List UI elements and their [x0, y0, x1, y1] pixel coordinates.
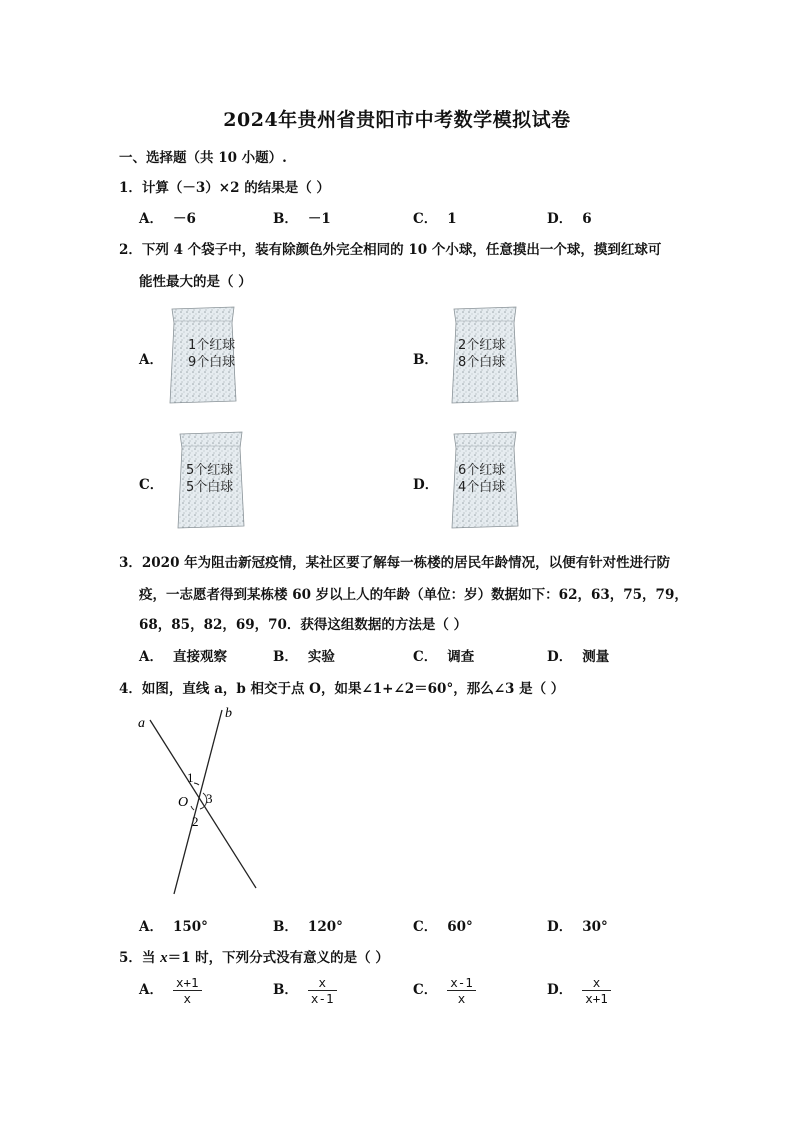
- angle-2-arc: [191, 806, 194, 810]
- q3-option-a[interactable]: A． 直接观察: [139, 649, 227, 665]
- label-angle-2: 2: [192, 814, 199, 829]
- section-heading: 一、选择题（共 10 小题）.: [119, 150, 287, 166]
- question-1-stem: 1．计算（－3）×2 的结果是（ ）: [119, 180, 330, 196]
- question-5-stem: 5．当 x＝1 时，下列分式没有意义的是（ ）: [119, 950, 389, 966]
- question-3-line2: 疫，一志愿者得到某栋楼 60 岁以上人的年龄（单位：岁）数据如下：62，63，75，79，: [139, 587, 688, 603]
- q4-option-d[interactable]: D． 30°: [547, 919, 608, 935]
- q4-option-a[interactable]: A． 150°: [139, 919, 208, 935]
- q5-option-a[interactable]: A． $\frac{x+1}{x}$: [139, 975, 202, 1006]
- question-3-line3: 68，85，82，69，70．获得这组数据的方法是（ ）: [139, 617, 468, 633]
- question-4-stem: 4．如图，直线 a，b 相交于点 O，如果∠1+∠2＝60°，那么∠3 是（ ）: [119, 681, 565, 697]
- q3-option-c[interactable]: C． 调查: [413, 649, 475, 665]
- bag-d-label: 6个红球 4个白球: [458, 463, 506, 495]
- q1-option-a[interactable]: A． －6: [139, 211, 196, 227]
- label-o: O: [178, 795, 189, 810]
- label-angle-1: 1: [187, 770, 194, 785]
- q2-option-d-label[interactable]: D．: [413, 477, 439, 493]
- bag-a-label: 1个红球 9个白球: [188, 338, 236, 370]
- q5-option-b[interactable]: B． $\frac{x}{x-1}$: [273, 975, 337, 1006]
- question-3-line1: 3．2020 年为阻击新冠疫情，某社区要了解每一栋楼的居民年龄情况，以便有针对性进行防: [119, 555, 671, 571]
- question-2-stem-line2: 能性最大的是（ ）: [139, 274, 252, 290]
- bag-b-label: 2个红球 8个白球: [458, 338, 506, 370]
- q3-option-b[interactable]: B． 实验: [273, 649, 335, 665]
- q1-option-b[interactable]: B． －1: [273, 211, 331, 227]
- label-angle-3: 3: [206, 791, 213, 806]
- label-b: b: [225, 706, 232, 721]
- q5-option-c[interactable]: C． $\frac{x-1}{x}$: [413, 975, 476, 1006]
- q5-option-d[interactable]: D． $\frac{x}{x+1}$: [547, 975, 611, 1006]
- q1-option-d[interactable]: D． 6: [547, 211, 592, 227]
- angle-1-arc: [194, 783, 199, 785]
- intersecting-lines-figure: [130, 700, 270, 895]
- q2-option-a-label[interactable]: A．: [139, 352, 163, 368]
- label-a: a: [138, 716, 145, 731]
- q2-option-b-label[interactable]: B．: [413, 352, 438, 368]
- line-a: [150, 720, 256, 888]
- q4-option-b[interactable]: B． 120°: [273, 919, 343, 935]
- q3-option-d[interactable]: D． 测量: [547, 649, 610, 665]
- page-title: 2024年贵州省贵阳市中考数学模拟试卷: [223, 109, 571, 131]
- bag-c-label: 5个红球 5个白球: [186, 463, 234, 495]
- question-2-stem-line1: 2．下列 4 个袋子中，装有除颜色外完全相同的 10 个小球，任意摸出一个球，摸到红球可: [119, 242, 662, 258]
- q2-option-c-label[interactable]: C．: [139, 477, 164, 493]
- q1-option-c[interactable]: C． 1: [413, 211, 457, 227]
- q4-option-c[interactable]: C． 60°: [413, 919, 473, 935]
